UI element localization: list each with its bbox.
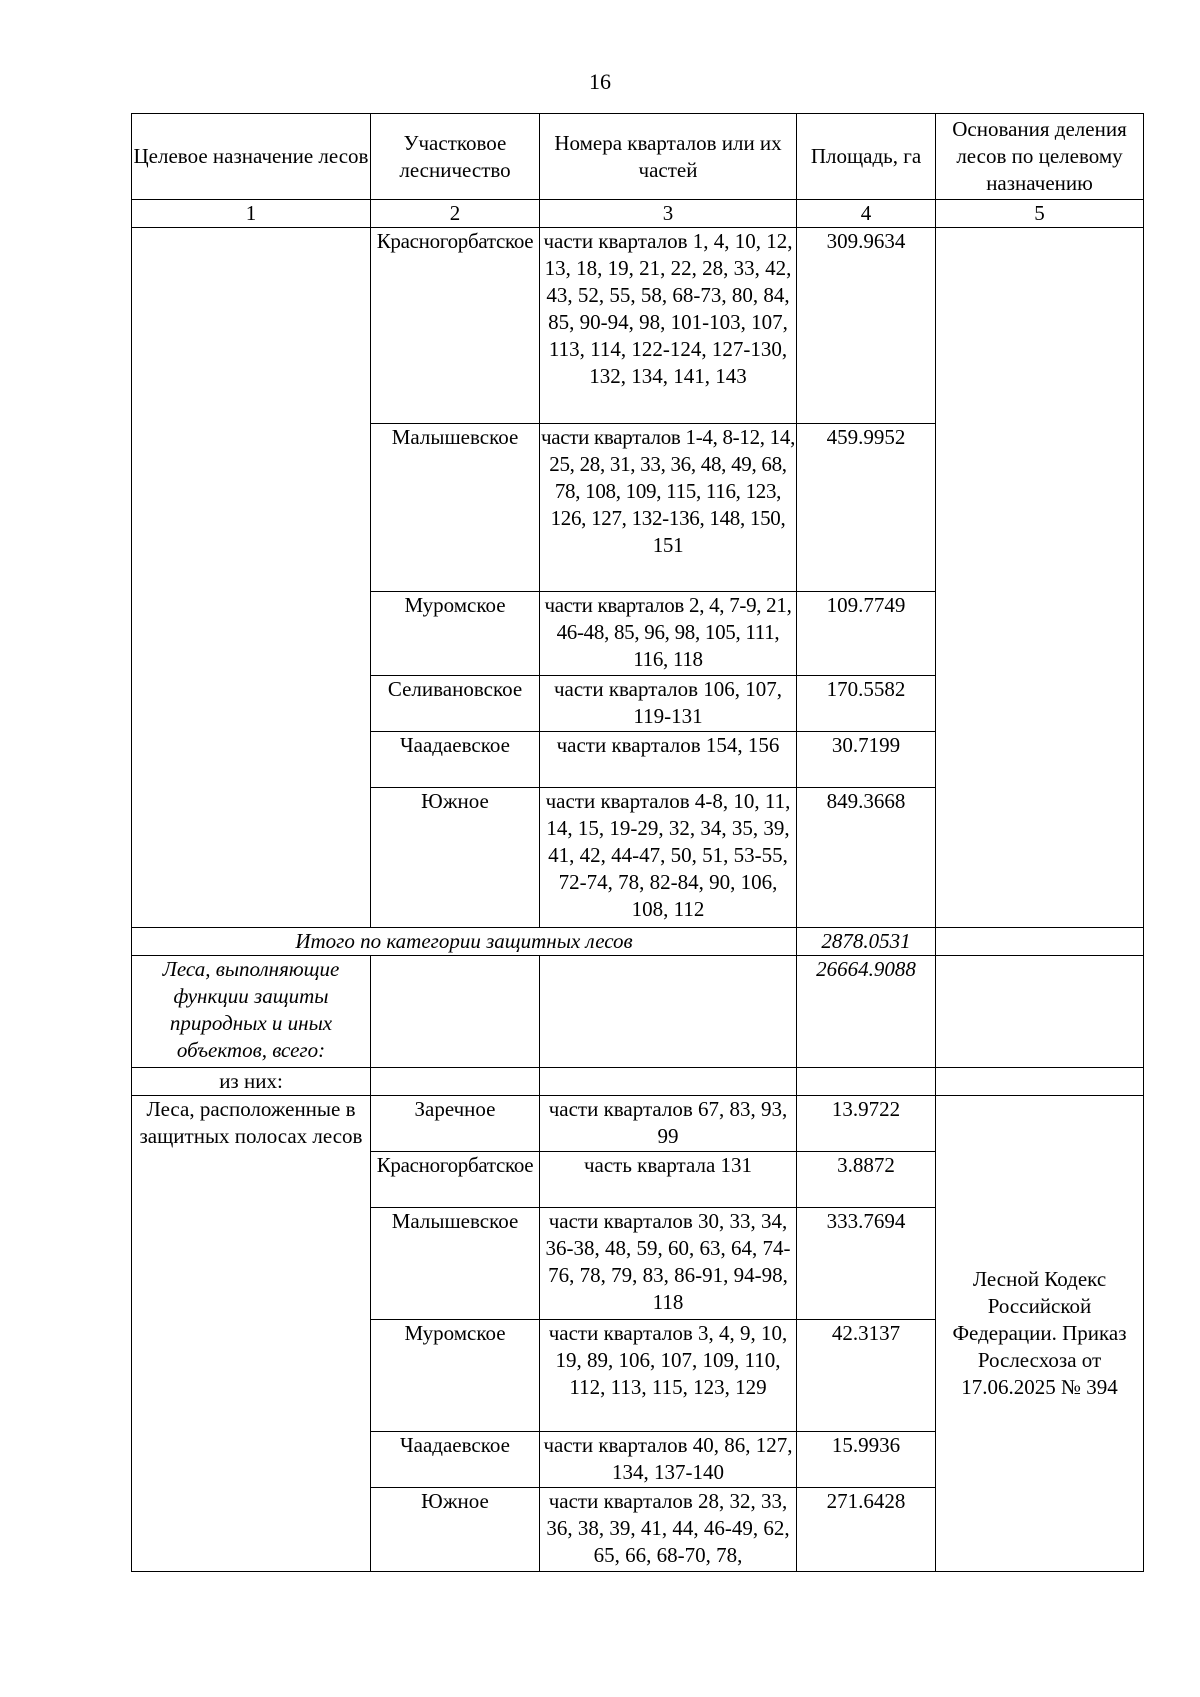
district-cell: Южное: [371, 788, 540, 928]
empty-cell: [540, 956, 797, 1068]
quarters-cell: части кварталов 30, 33, 34, 36-38, 48, 59, 60, 63, 64, 74-76, 78, 79, 83, 86-91, 94-98, 118: [540, 1208, 797, 1320]
area-cell: 3.8872: [797, 1152, 936, 1208]
quarters-cell: части кварталов 3, 4, 9, 10, 19, 89, 106, 107, 109, 110, 112, 113, 115, 123, 129: [540, 1320, 797, 1432]
district-cell: Малышевское: [371, 424, 540, 592]
quarters-cell: части кварталов 67, 83, 93, 99: [540, 1096, 797, 1152]
header-quarters: Номера кварталов или их частей: [540, 114, 797, 200]
district-cell: Селивановское: [371, 676, 540, 732]
quarters-cell: часть квартала 131: [540, 1152, 797, 1208]
subtotal-value: 2878.0531: [797, 928, 936, 956]
header-district: Участковое лесничество: [371, 114, 540, 200]
quarters-cell: части кварталов 28, 32, 33, 36, 38, 39, 41, 44, 46-49, 62, 65, 66, 68-70, 78,: [540, 1488, 797, 1572]
area-cell: 271.6428: [797, 1488, 936, 1572]
of-them-row: [132, 1068, 1144, 1096]
area-cell: 13.9722: [797, 1096, 936, 1152]
empty-cell: [371, 956, 540, 1068]
district-cell: Малышевское: [371, 1208, 540, 1320]
area-cell: 30.7199: [797, 732, 936, 788]
empty-cell: [797, 1068, 936, 1096]
column-number-row: [132, 200, 1144, 228]
area-cell: 42.3137: [797, 1320, 936, 1432]
quarters-cell: части кварталов 1-4, 8-12, 14, 25, 28, 31, 33, 36, 48, 49, 68, 78, 108, 109, 115, 116, 123, 126, 127, 132-136, 148, 150, 151: [540, 424, 797, 592]
header-purpose: Целевое назначение лесов: [132, 114, 371, 200]
basis-cell-empty: [936, 228, 1144, 928]
quarters-cell: части кварталов 154, 156: [540, 732, 797, 788]
quarters-cell: части кварталов 106, 107, 119-131: [540, 676, 797, 732]
of-them-label: из них:: [132, 1068, 371, 1096]
table-row: [132, 1096, 1144, 1152]
column-number: 1: [132, 200, 371, 228]
area-cell: 309.9634: [797, 228, 936, 424]
basis-cell: Лесной Кодекс Российской Федерации. Приказ Рослесхоза от 17.06.2025 № 394: [936, 1096, 1144, 1572]
column-number: 2: [371, 200, 540, 228]
district-cell: Чаадаевское: [371, 1432, 540, 1488]
district-cell: Заречное: [371, 1096, 540, 1152]
column-number: 4: [797, 200, 936, 228]
header-row: [132, 114, 1144, 200]
quarters-cell: части кварталов 2, 4, 7-9, 21, 46-48, 85, 96, 98, 105, 111, 116, 118: [540, 592, 797, 676]
category-row: [132, 956, 1144, 1068]
quarters-cell: части кварталов 4-8, 10, 11, 14, 15, 19-29, 32, 34, 35, 39, 41, 42, 44-47, 50, 51, 53-55, 72-74, 78, 82-84, 90, 106, 108, 112: [540, 788, 797, 928]
column-number: 3: [540, 200, 797, 228]
area-cell: 109.7749: [797, 592, 936, 676]
page-number: 16: [589, 69, 611, 94]
empty-cell: [540, 1068, 797, 1096]
category-value: 26664.9088: [797, 956, 936, 1068]
district-cell: Красногорбатское: [371, 228, 540, 424]
category-label: Леса, выполняющие функции защиты природных и иных объектов, всего:: [132, 956, 371, 1068]
area-cell: 459.9952: [797, 424, 936, 592]
district-cell: Южное: [371, 1488, 540, 1572]
district-cell: Чаадаевское: [371, 732, 540, 788]
empty-cell: [371, 1068, 540, 1096]
empty-cell: [936, 1068, 1144, 1096]
header-basis: Основания деления лесов по целевому назначению: [936, 114, 1144, 200]
area-cell: 170.5582: [797, 676, 936, 732]
purpose-cell-empty: [132, 228, 371, 928]
area-cell: 15.9936: [797, 1432, 936, 1488]
subtotal-row: [132, 928, 1144, 956]
header-area: Площадь, га: [797, 114, 936, 200]
quarters-cell: части кварталов 1, 4, 10, 12, 13, 18, 19, 21, 22, 28, 33, 42, 43, 52, 55, 58, 68-73, 80, 84, 85, 90-94, 98, 101-103, 107, 113, 114, 122-124, 127-130, 132, 134, 141, 143: [540, 228, 797, 424]
subtotal-label: Итого по категории защитных лесов: [132, 928, 797, 956]
district-cell: Муромское: [371, 1320, 540, 1432]
purpose-cell: Леса, расположенные в защитных полосах лесов: [132, 1096, 371, 1572]
quarters-cell: части кварталов 40, 86, 127, 134, 137-140: [540, 1432, 797, 1488]
column-number: 5: [936, 200, 1144, 228]
forest-purpose-table: [131, 113, 1144, 1572]
table-row: [132, 228, 1144, 424]
district-cell: Муромское: [371, 592, 540, 676]
empty-cell: [936, 956, 1144, 1068]
empty-cell: [936, 928, 1144, 956]
area-cell: 333.7694: [797, 1208, 936, 1320]
area-cell: 849.3668: [797, 788, 936, 928]
district-cell: Красногорбатское: [371, 1152, 540, 1208]
